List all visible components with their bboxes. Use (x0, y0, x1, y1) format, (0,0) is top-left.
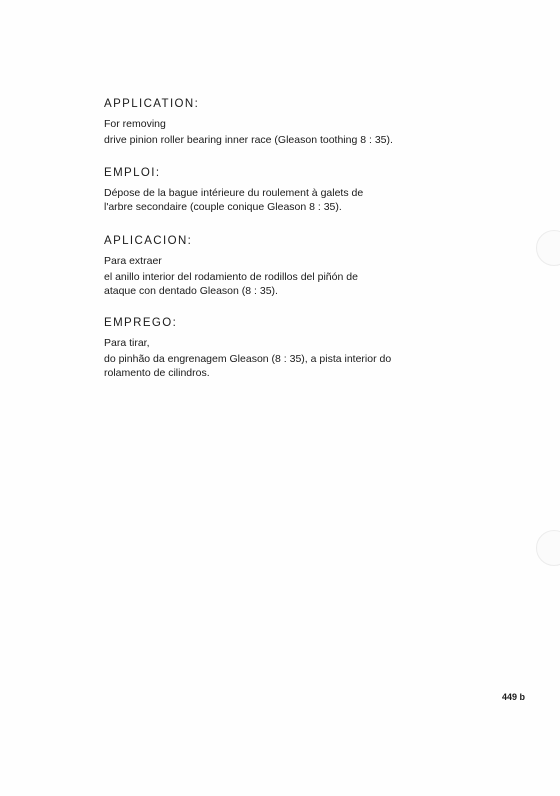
section-text-line: drive pinion roller bearing inner race (Gleason toothing 8 : 35). (104, 134, 393, 146)
section-text-line: Dépose de la bague intérieure du roulement à galets de (104, 187, 364, 199)
section-text-line: For removing (104, 118, 166, 130)
section-heading-emprego: EMPREGO: (104, 317, 178, 329)
section-french (104, 166, 444, 214)
section-text-line: el anillo interior del rodamiento de rodillos del piñón de (104, 271, 358, 283)
section-text-line: Para tirar, (104, 337, 150, 349)
section-text-line: do pinhão da engrenagem Gleason (8 : 35), a pista interior do (104, 353, 392, 365)
section-heading-emploi: EMPLOI: (104, 167, 161, 179)
section-portuguese (104, 316, 444, 380)
section-heading-application: APPLICATION: (104, 98, 200, 110)
section-text-line: l'arbre secondaire (couple conique Gleason 8 : 35). (104, 201, 342, 213)
section-text-line: rolamento de cilindros. (104, 367, 210, 379)
punch-hole-bottom (536, 530, 560, 566)
section-spanish (104, 234, 444, 298)
section-text-line: ataque con dentado Gleason (8 : 35). (104, 285, 278, 297)
punch-hole-top (536, 230, 560, 266)
section-text-line: Para extraer (104, 255, 162, 267)
section-heading-aplicacion: APLICACION: (104, 235, 193, 247)
page-number: 449 b (502, 692, 526, 702)
section-english (104, 97, 444, 147)
